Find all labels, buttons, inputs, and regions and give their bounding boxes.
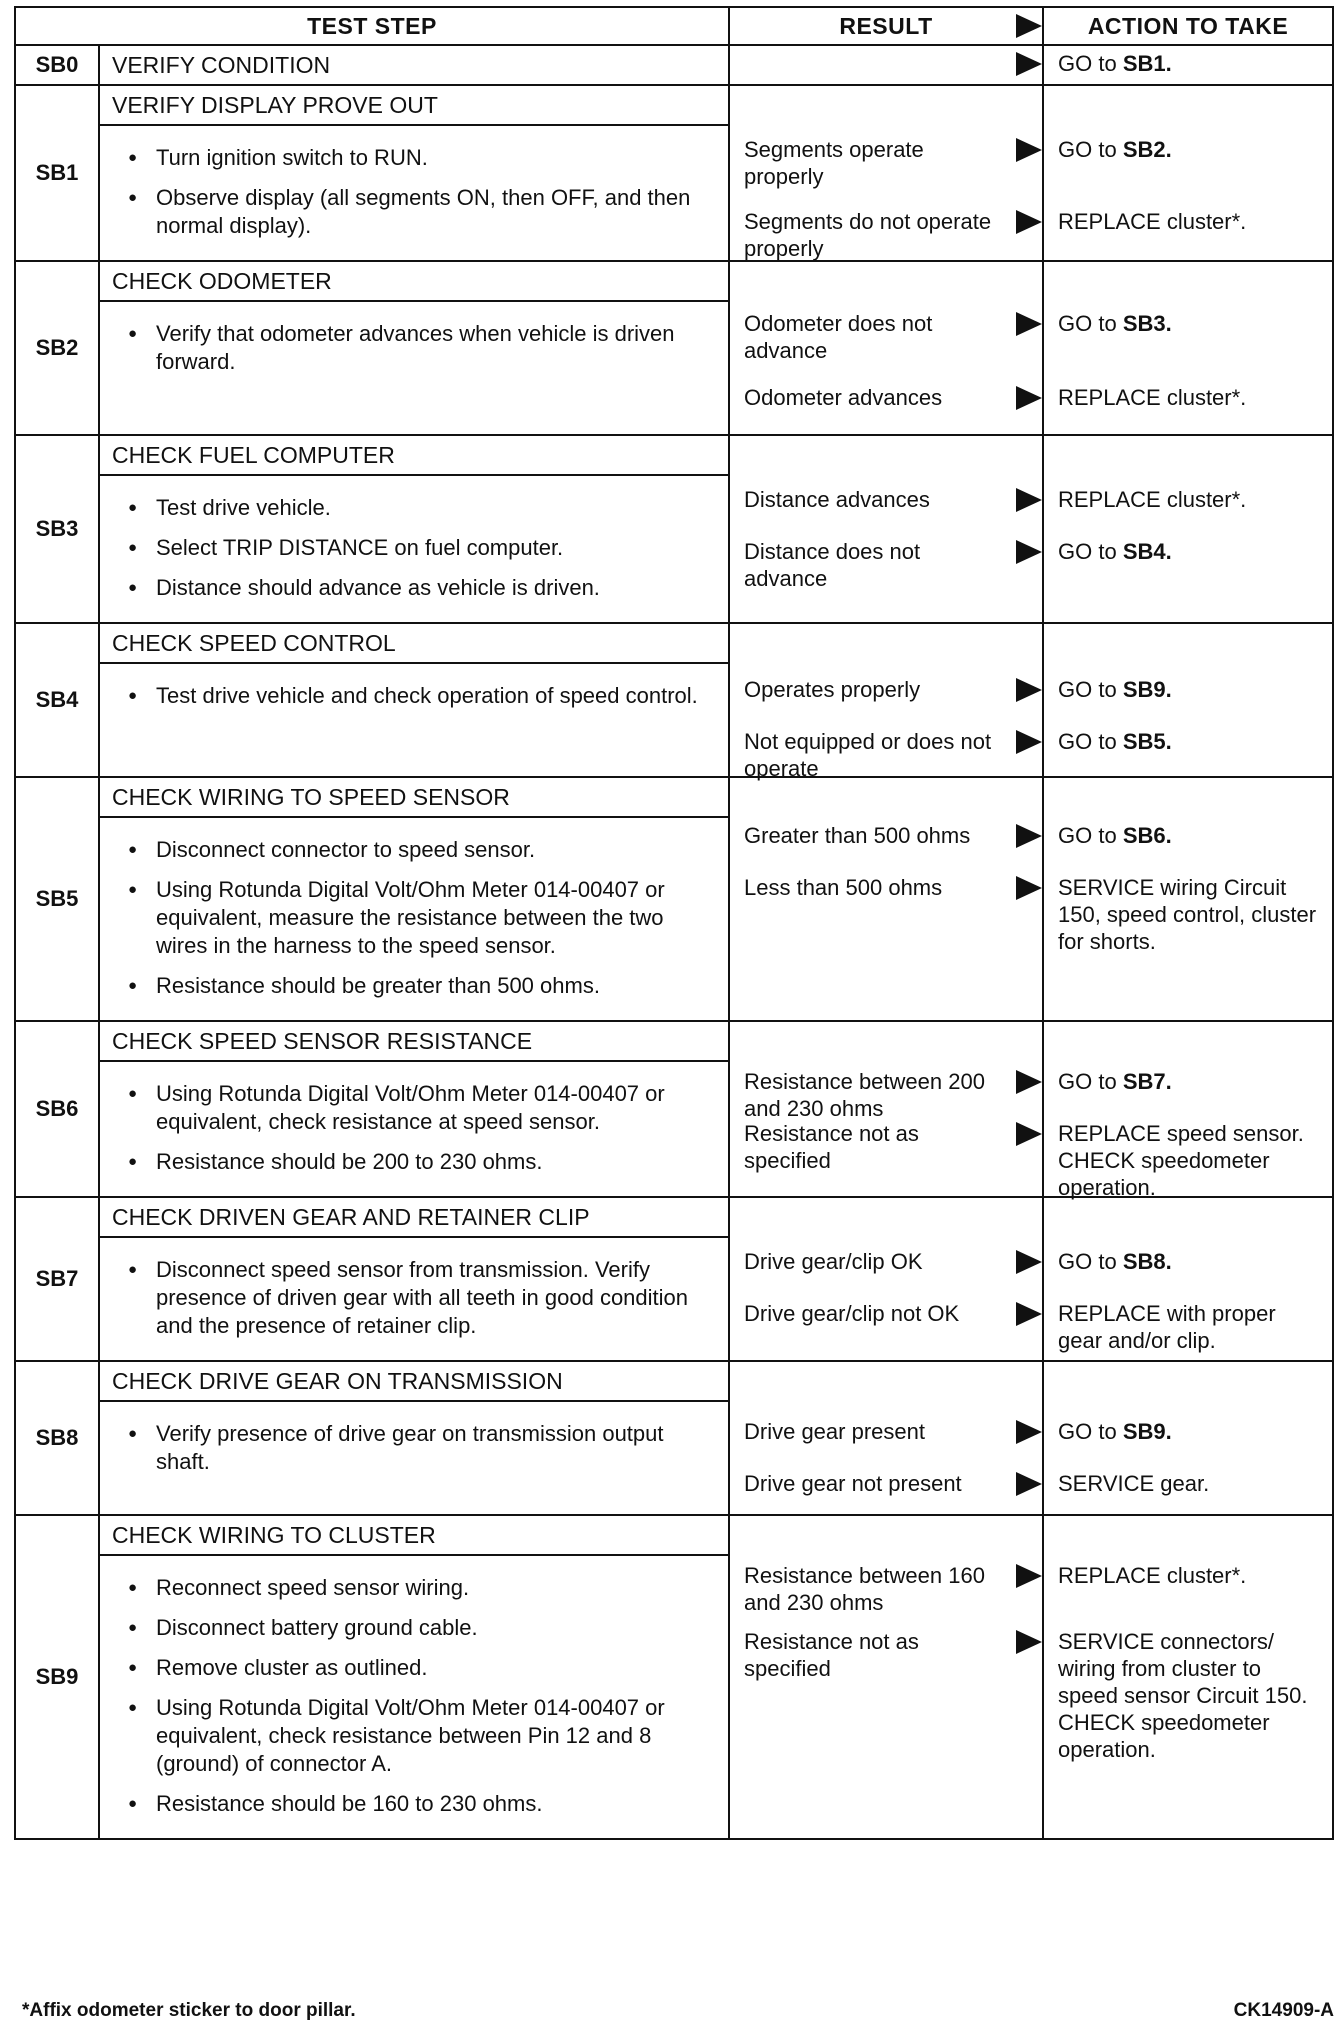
result-cell [729, 45, 1043, 85]
action-text: GO to [1058, 1069, 1117, 1094]
action-text: GO to [1058, 1419, 1117, 1444]
step-row-sb7 [15, 1197, 1333, 1237]
result-item [730, 676, 1042, 703]
arrow-right-icon [1016, 52, 1042, 76]
arrow-right-icon [1016, 730, 1042, 754]
step-id: SB5 [15, 777, 99, 1021]
action-item [1044, 538, 1332, 565]
instruction-item: ● Turn ignition switch to RUN. [128, 144, 710, 172]
result-text: Resistance between 160 and 230 ohms [744, 1563, 985, 1615]
instruction-item: ● Test drive vehicle. [128, 494, 710, 522]
arrow-right-icon [1016, 540, 1042, 564]
arrow-right-icon [1016, 1472, 1042, 1496]
instruction-item: ● Distance should advance as vehicle is driven. [128, 574, 710, 602]
action-text: GO to [1058, 1249, 1117, 1274]
instruction-item: ● Verify that odometer advances when vehicle is driven forward. [128, 320, 710, 376]
action-item [1044, 384, 1332, 411]
action-text: GO to [1058, 311, 1117, 336]
step-id: SB6 [15, 1021, 99, 1197]
page-footer [22, 2000, 1334, 2022]
action-item [1044, 1300, 1332, 1354]
result-item [730, 1562, 1042, 1616]
step-instructions [99, 1401, 729, 1515]
action-item [1044, 208, 1332, 235]
result-text: Resistance between 200 and 230 ohms [744, 1069, 985, 1121]
step-reference-link[interactable]: SB3. [1122, 311, 1172, 336]
result-item [730, 1628, 1042, 1682]
step-reference-link[interactable]: SB7. [1122, 1069, 1172, 1094]
pinpoint-test-table [14, 6, 1334, 1840]
result-text: Drive gear not present [744, 1471, 962, 1496]
instruction-item: ● Resistance should be greater than 500 ohms. [128, 972, 710, 1000]
action-cell [1043, 1361, 1333, 1515]
result-item [730, 1300, 1042, 1327]
result-text: Operates properly [744, 677, 921, 702]
step-id: SB0 [15, 45, 99, 85]
result-text: Greater than 500 ohms [744, 823, 971, 848]
instruction-item: ● Disconnect speed sensor from transmission. Verify presence of driven gear with all teeth in good condition and the presence of retainer clip. [128, 1256, 710, 1340]
step-row-sb3 [15, 435, 1333, 475]
step-id: SB3 [15, 435, 99, 623]
step-title: CHECK WIRING TO SPEED SENSOR [99, 777, 729, 817]
action-item [1044, 486, 1332, 513]
arrow-right-icon [1016, 386, 1042, 410]
arrow-right-icon [1016, 1122, 1042, 1146]
action-item [1044, 822, 1332, 849]
result-text: Less than 500 ohms [744, 875, 943, 900]
step-instructions [99, 663, 729, 777]
instruction-item: ● Remove cluster as outlined. [128, 1654, 710, 1682]
action-item [1044, 50, 1332, 77]
result-cell [729, 435, 1043, 623]
arrow-right-icon [1016, 210, 1042, 234]
instruction-item: ● Disconnect connector to speed sensor. [128, 836, 710, 864]
result-item [730, 384, 1042, 411]
step-reference-link[interactable]: SB9. [1122, 677, 1172, 702]
instruction-item: ● Using Rotunda Digital Volt/Ohm Meter 014-00407 or equivalent, measure the resistance between the two wires in the harness to the speed sensor. [128, 876, 710, 960]
result-item [730, 1418, 1042, 1445]
result-text: Resistance not as specified [744, 1629, 919, 1681]
step-id: SB9 [15, 1515, 99, 1839]
result-item [730, 310, 1042, 364]
action-text: GO to [1058, 677, 1117, 702]
result-item [730, 1068, 1042, 1122]
result-cell [729, 1361, 1043, 1515]
instruction-list [128, 494, 710, 602]
result-item [730, 538, 1042, 592]
step-title: CHECK WIRING TO CLUSTER [99, 1515, 729, 1555]
instruction-item: ● Test drive vehicle and check operation of speed control. [128, 682, 710, 710]
result-text: Drive gear/clip OK [744, 1249, 923, 1274]
action-item [1044, 728, 1332, 755]
step-id: SB7 [15, 1197, 99, 1361]
step-row-sb4 [15, 623, 1333, 663]
action-text: GO to [1058, 51, 1117, 76]
instruction-item: ● Select TRIP DISTANCE on fuel computer. [128, 534, 710, 562]
action-cell [1043, 1021, 1333, 1200]
step-title: CHECK SPEED SENSOR RESISTANCE [99, 1021, 729, 1061]
instruction-item: ● Verify presence of drive gear on transmission output shaft. [128, 1420, 710, 1476]
step-id: SB1 [15, 85, 99, 261]
instruction-list [128, 1420, 710, 1476]
result-item [730, 822, 1042, 849]
result-text: Distance does not advance [744, 539, 921, 591]
result-cell [729, 1515, 1043, 1839]
action-text: SERVICE wiring Circuit 150, speed control, cluster for shorts. [1058, 875, 1317, 954]
result-text: Odometer advances [744, 385, 943, 410]
arrow-right-icon [1016, 1630, 1042, 1654]
step-reference-link[interactable]: SB1. [1122, 51, 1172, 76]
step-reference-link[interactable]: SB2. [1122, 137, 1172, 162]
step-row-sb0 [15, 45, 1333, 85]
header-result [729, 7, 1043, 45]
step-row-sb8 [15, 1361, 1333, 1401]
result-cell [729, 261, 1043, 435]
result-text: Drive gear/clip not OK [744, 1301, 960, 1326]
instruction-list [128, 320, 710, 376]
result-item [730, 1470, 1042, 1497]
action-cell [1043, 435, 1333, 623]
result-text: Resistance not as specified [744, 1121, 919, 1173]
action-text: SERVICE gear. [1058, 1471, 1210, 1496]
arrow-right-icon [1016, 678, 1042, 702]
instruction-list [128, 1256, 710, 1340]
header-test-step: TEST STEP [15, 7, 729, 45]
arrow-right-icon [1016, 1250, 1042, 1274]
result-text: Segments operate properly [744, 137, 924, 189]
step-reference-link[interactable]: SB9. [1122, 1419, 1172, 1444]
arrow-right-icon [1016, 1302, 1042, 1326]
step-id: SB8 [15, 1361, 99, 1515]
action-text: REPLACE cluster*. [1058, 209, 1247, 234]
step-row-sb1 [15, 85, 1333, 125]
step-instructions [99, 1555, 729, 1839]
header-result-label: RESULT [839, 12, 933, 39]
header-action: ACTION TO TAKE [1043, 7, 1333, 45]
action-item [1044, 1470, 1332, 1497]
step-id: SB2 [15, 261, 99, 435]
step-title: CHECK SPEED CONTROL [99, 623, 729, 663]
step-instructions [99, 125, 729, 261]
result-text: Distance advances [744, 487, 930, 512]
arrow-right-icon [1016, 488, 1042, 512]
step-reference-link[interactable]: SB5. [1122, 729, 1172, 754]
step-instructions [99, 1237, 729, 1361]
arrow-right-icon [1016, 138, 1042, 162]
result-item [730, 136, 1042, 190]
instruction-list [128, 682, 710, 710]
action-item [1044, 310, 1332, 337]
result-cell [729, 85, 1043, 261]
action-text: GO to [1058, 823, 1117, 848]
instruction-list [128, 1574, 710, 1818]
instruction-item: ● Resistance should be 200 to 230 ohms. [128, 1148, 710, 1176]
step-instructions [99, 475, 729, 623]
instruction-list [128, 144, 710, 240]
step-instructions [99, 817, 729, 1021]
result-cell [729, 1197, 1043, 1361]
step-title: CHECK DRIVE GEAR ON TRANSMISSION [99, 1361, 729, 1401]
instruction-item: ● Resistance should be 160 to 230 ohms. [128, 1790, 710, 1818]
step-id: SB4 [15, 623, 99, 777]
action-cell [1043, 1197, 1333, 1361]
result-text: Not equipped or does not operate [744, 729, 992, 781]
arrow-right-icon [1016, 14, 1042, 38]
step-row-sb2 [15, 261, 1333, 301]
result-cell [729, 1021, 1043, 1197]
result-cell [729, 623, 1043, 781]
action-cell [1043, 85, 1333, 261]
result-item [730, 1120, 1042, 1174]
result-text: Segments do not operate properly [744, 209, 992, 261]
arrow-right-icon [1016, 1420, 1042, 1444]
arrow-right-icon [1016, 824, 1042, 848]
step-title: VERIFY CONDITION [99, 45, 729, 85]
step-row-sb6 [15, 1021, 1333, 1061]
arrow-right-icon [1016, 1070, 1042, 1094]
step-title: CHECK FUEL COMPUTER [99, 435, 729, 475]
instruction-item: ● Observe display (all segments ON, then OFF, and then normal display). [128, 184, 710, 240]
step-instructions [99, 1061, 729, 1197]
step-reference-link[interactable]: SB8. [1122, 1249, 1172, 1274]
step-title: VERIFY DISPLAY PROVE OUT [99, 85, 729, 125]
action-cell [1043, 261, 1333, 435]
action-text: REPLACE cluster*. [1058, 385, 1247, 410]
step-title: CHECK ODOMETER [99, 261, 729, 301]
figure-code: CK14909-A [1233, 2000, 1334, 2021]
result-text: Odometer does not advance [744, 311, 933, 363]
arrow-right-icon [1016, 1564, 1042, 1588]
action-item [1044, 1418, 1332, 1445]
instruction-item: ● Reconnect speed sensor wiring. [128, 1574, 710, 1602]
result-item [730, 874, 1042, 901]
arrow-right-icon [1016, 876, 1042, 900]
action-item [1044, 1068, 1332, 1095]
instruction-list [128, 1080, 710, 1176]
action-text: REPLACE cluster*. [1058, 487, 1247, 512]
action-cell [1043, 623, 1333, 777]
action-item [1044, 1562, 1332, 1589]
action-item [1044, 1248, 1332, 1275]
instruction-list [128, 836, 710, 1000]
action-text: REPLACE speed sensor. CHECK speedometer operation. [1058, 1121, 1304, 1200]
result-item [730, 728, 1042, 782]
step-title: CHECK DRIVEN GEAR AND RETAINER CLIP [99, 1197, 729, 1237]
action-cell [1043, 777, 1333, 1021]
result-text: Drive gear present [744, 1419, 925, 1444]
action-item [1044, 1120, 1332, 1201]
result-item [730, 208, 1042, 262]
instruction-item: ● Using Rotunda Digital Volt/Ohm Meter 014-00407 or equivalent, check resistance at speed sensor. [128, 1080, 710, 1136]
action-text: REPLACE cluster*. [1058, 1563, 1247, 1588]
action-text: GO to [1058, 539, 1117, 564]
step-row-sb5 [15, 777, 1333, 817]
action-text: SERVICE connectors/ wiring from cluster to speed sensor Circuit 150. CHECK speedometer operation. [1058, 1629, 1308, 1762]
diagnostic-table-sheet [14, 6, 1332, 1840]
step-instructions [99, 301, 729, 435]
step-reference-link[interactable]: SB6. [1122, 823, 1172, 848]
action-item [1044, 136, 1332, 163]
action-cell [1043, 45, 1333, 85]
instruction-item: ● Using Rotunda Digital Volt/Ohm Meter 014-00407 or equivalent, check resistance between Pin 12 and 8 (ground) of connector A. [128, 1694, 710, 1778]
arrow-right-icon [1016, 312, 1042, 336]
instruction-item: ● Disconnect battery ground cable. [128, 1614, 710, 1642]
step-row-sb9 [15, 1515, 1333, 1555]
step-reference-link[interactable]: SB4. [1122, 539, 1172, 564]
action-text: GO to [1058, 137, 1117, 162]
table-header-row [15, 7, 1333, 45]
result-cell [729, 777, 1043, 1021]
action-text: REPLACE with proper gear and/or clip. [1058, 1301, 1276, 1353]
result-item [730, 1248, 1042, 1275]
action-cell [1043, 1515, 1333, 1839]
result-item [730, 486, 1042, 513]
action-item [1044, 1628, 1332, 1763]
footer-note: *Affix odometer sticker to door pillar. [22, 2000, 356, 2021]
action-text: GO to [1058, 729, 1117, 754]
action-item [1044, 874, 1332, 955]
action-item [1044, 676, 1332, 703]
